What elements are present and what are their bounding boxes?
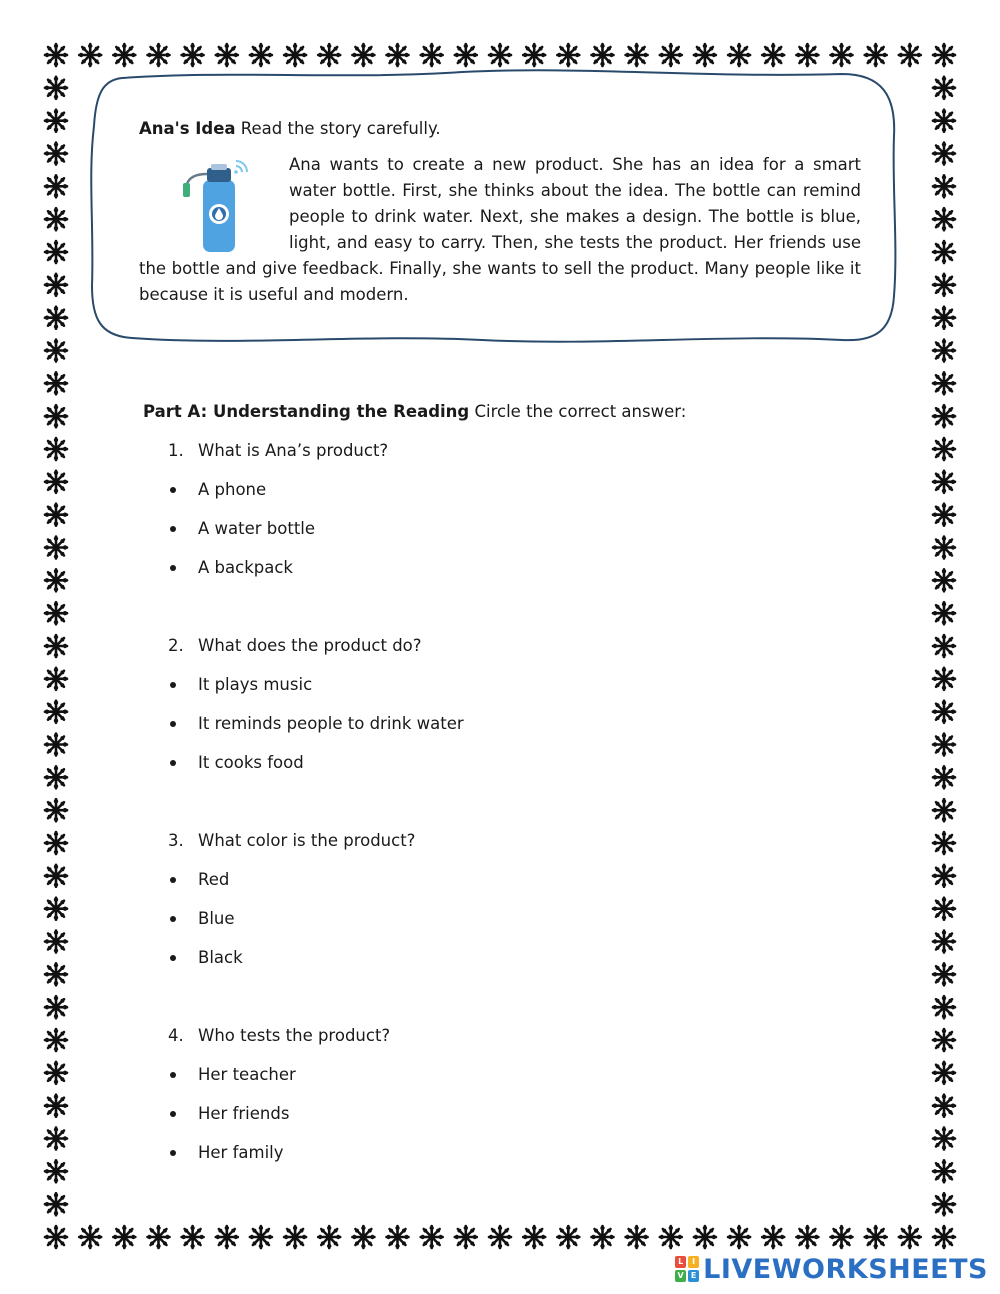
flower-ornament-icon [216,1226,238,1248]
story-body: Ana wants to create a new product. She has an idea for a smart water bottle. First, she thinks about the idea. The bottle can remind people to drink water. Next, she makes a design. The bottle is blue, light, and easy to carry. Then, she tests the product. Her friends use the bottle and give feedback. Finally, she wants to sell the product. Many people like it because it is useful and modern. [139,155,861,304]
flower-ornament-icon [45,766,67,788]
flower-ornament-icon [45,1226,67,1248]
question-text: What is Ana’s product? [198,441,389,460]
flower-ornament-icon [933,241,955,263]
flower-ornament-icon [933,504,955,526]
flower-ornament-icon [694,1226,716,1248]
flower-ornament-icon [865,44,887,66]
flower-ornament-icon [933,602,955,624]
flower-ornament-icon [45,339,67,361]
story-instruction: Read the story carefully. [240,119,441,138]
option-label: It plays music [198,675,313,694]
answer-option[interactable] [143,1061,883,1100]
flower-ornament-icon [933,274,955,296]
answer-option[interactable] [143,905,883,944]
flower-ornament-icon [933,1193,955,1215]
flower-ornament-icon [933,1226,955,1248]
flower-ornament-icon [591,44,613,66]
flower-ornament-icon [45,372,67,394]
flower-ornament-icon [45,307,67,329]
flower-ornament-icon [933,569,955,591]
flower-ornament-icon [45,701,67,723]
smart-water-bottle-icon [139,158,289,254]
answer-option[interactable] [143,710,883,749]
flower-ornament-icon [386,1226,408,1248]
flower-ornament-icon [933,799,955,821]
question-2 [143,632,883,671]
question-number: 3. [168,831,184,850]
flower-ornament-icon [45,536,67,558]
flower-ornament-icon [45,142,67,164]
bullet-icon [170,487,176,493]
flower-ornament-icon [933,1095,955,1117]
part-a-heading-line [143,398,883,426]
question-number: 2. [168,636,184,655]
flower-ornament-icon [455,44,477,66]
flower-ornament-icon [181,1226,203,1248]
logo-block: V [675,1270,686,1282]
bullet-icon [170,682,176,688]
flower-ornament-icon [830,44,852,66]
bullet-icon [170,526,176,532]
flower-ornament-icon [933,996,955,1018]
flower-ornament-icon [933,1160,955,1182]
flower-ornament-icon [45,405,67,427]
option-label: Red [198,870,230,889]
flower-ornament-icon [352,1226,374,1248]
question-number: 4. [168,1026,184,1045]
flower-ornament-icon [45,930,67,952]
question-1 [143,437,883,476]
option-label: It cooks food [198,753,304,772]
logo-brand-text: LIVEWORKSHEETS [703,1253,988,1285]
question-text: Who tests the product? [198,1026,391,1045]
flower-ornament-icon [45,733,67,755]
option-label: Her teacher [198,1065,296,1084]
bullet-icon [170,877,176,883]
flower-ornament-icon [933,701,955,723]
answer-option[interactable] [143,749,883,788]
flower-ornament-icon [694,44,716,66]
bullet-icon [170,1150,176,1156]
bullet-icon [170,760,176,766]
flower-ornament-icon [455,1226,477,1248]
flower-ornament-icon [45,569,67,591]
flower-ornament-icon [45,208,67,230]
bullet-icon [170,1072,176,1078]
question-text: What does the product do? [198,636,422,655]
flower-ornament-icon [216,44,238,66]
flower-ornament-icon [79,44,101,66]
flower-ornament-icon [45,274,67,296]
flower-ornament-icon [250,44,272,66]
flower-ornament-icon [489,1226,511,1248]
flower-ornament-icon [45,175,67,197]
flower-ornament-icon [762,44,784,66]
flower-ornament-icon [45,1193,67,1215]
flower-ornament-icon [933,668,955,690]
part-a-heading: Part A: Understanding the Reading [143,402,470,421]
bullet-icon [170,1111,176,1117]
flower-ornament-icon [933,930,955,952]
flower-ornament-icon [933,865,955,887]
flower-ornament-icon [45,1127,67,1149]
flower-ornament-icon [45,996,67,1018]
flower-ornament-icon [284,44,306,66]
question-4 [143,1022,883,1061]
story-title: Ana's Idea [139,119,236,138]
flower-ornament-icon [79,1226,101,1248]
option-label: A backpack [198,558,293,577]
flower-ornament-icon [45,241,67,263]
flower-ornament-icon [45,77,67,99]
answer-option[interactable] [143,1100,883,1139]
flower-ornament-icon [933,635,955,657]
flower-ornament-icon [933,405,955,427]
flower-ornament-icon [933,339,955,361]
flower-ornament-icon [45,963,67,985]
flower-ornament-icon [386,44,408,66]
flower-ornament-icon [318,44,340,66]
flower-ornament-icon [489,44,511,66]
answer-option[interactable] [143,1139,883,1178]
story-title-line [139,116,861,142]
flower-ornament-icon [933,536,955,558]
flower-ornament-icon [933,471,955,493]
answer-option[interactable] [143,515,883,554]
answer-option[interactable] [143,866,883,905]
flower-ornament-icon [523,1226,545,1248]
option-label: A phone [198,480,267,499]
flower-ornament-icon [181,44,203,66]
flower-ornament-icon [933,832,955,854]
flower-ornament-icon [147,44,169,66]
flower-ornament-icon [796,1226,818,1248]
answer-option[interactable] [143,671,883,710]
flower-ornament-icon [557,44,579,66]
flower-ornament-icon [933,110,955,132]
answer-option[interactable] [143,944,883,983]
option-label: It reminds people to drink water [198,714,464,733]
flower-ornament-icon [421,1226,443,1248]
flower-ornament-icon [45,898,67,920]
flower-ornament-icon [796,44,818,66]
flower-ornament-icon [45,602,67,624]
bullet-icon [170,565,176,571]
flower-ornament-icon [728,44,750,66]
question-3 [143,827,883,866]
part-a-instruction: Circle the correct answer: [474,402,687,421]
flower-ornament-icon [660,44,682,66]
flower-ornament-icon [45,504,67,526]
flower-ornament-icon [557,1226,579,1248]
flower-ornament-icon [284,1226,306,1248]
flower-ornament-icon [45,471,67,493]
flower-ornament-icon [933,898,955,920]
logo-block: E [688,1270,699,1282]
flower-ornament-icon [318,1226,340,1248]
flower-ornament-icon [762,1226,784,1248]
flower-ornament-icon [933,77,955,99]
flower-ornament-icon [830,1226,852,1248]
flower-ornament-icon [933,1062,955,1084]
part-a-section [143,398,883,1178]
flower-ornament-icon [933,208,955,230]
flower-ornament-icon [625,44,647,66]
flower-ornament-icon [147,1226,169,1248]
flower-ornament-icon [250,1226,272,1248]
flower-ornament-icon [591,1226,613,1248]
bullet-icon [170,721,176,727]
logo-block: I [688,1256,699,1268]
flower-ornament-icon [933,733,955,755]
flower-ornament-icon [933,1127,955,1149]
flower-ornament-icon [45,832,67,854]
flower-ornament-icon [45,44,67,66]
flower-ornament-icon [865,1226,887,1248]
flower-ornament-icon [933,175,955,197]
logo-blocks-icon [675,1256,699,1282]
flower-ornament-icon [523,44,545,66]
flower-ornament-icon [933,44,955,66]
option-label: Blue [198,909,235,928]
answer-option[interactable] [143,476,883,515]
option-label: Black [198,948,243,967]
flower-ornament-icon [728,1226,750,1248]
flower-ornament-icon [45,865,67,887]
flower-ornament-icon [933,963,955,985]
flower-ornament-icon [421,44,443,66]
flower-ornament-icon [45,438,67,460]
flower-ornament-icon [352,44,374,66]
flower-ornament-icon [933,142,955,164]
question-number: 1. [168,441,184,460]
option-label: Her family [198,1143,284,1162]
question-text: What color is the product? [198,831,416,850]
flower-ornament-icon [45,110,67,132]
liveworksheets-logo[interactable] [675,1252,988,1286]
flower-ornament-icon [625,1226,647,1248]
question-list [143,437,883,1178]
option-label: A water bottle [198,519,316,538]
flower-ornament-icon [933,372,955,394]
flower-ornament-icon [45,1160,67,1182]
flower-ornament-icon [45,1062,67,1084]
flower-ornament-icon [899,1226,921,1248]
flower-ornament-icon [45,635,67,657]
flower-ornament-icon [933,1029,955,1051]
story-section [139,116,861,308]
answer-option[interactable] [143,554,883,593]
logo-block: L [675,1256,686,1268]
flower-ornament-icon [113,44,135,66]
flower-ornament-icon [45,1029,67,1051]
bullet-icon [170,955,176,961]
flower-ornament-icon [660,1226,682,1248]
flower-ornament-icon [45,1095,67,1117]
flower-ornament-icon [933,766,955,788]
flower-ornament-icon [899,44,921,66]
flower-ornament-icon [933,307,955,329]
flower-ornament-icon [45,799,67,821]
flower-ornament-icon [113,1226,135,1248]
flower-ornament-icon [45,668,67,690]
flower-ornament-icon [933,438,955,460]
option-label: Her friends [198,1104,290,1123]
bullet-icon [170,916,176,922]
